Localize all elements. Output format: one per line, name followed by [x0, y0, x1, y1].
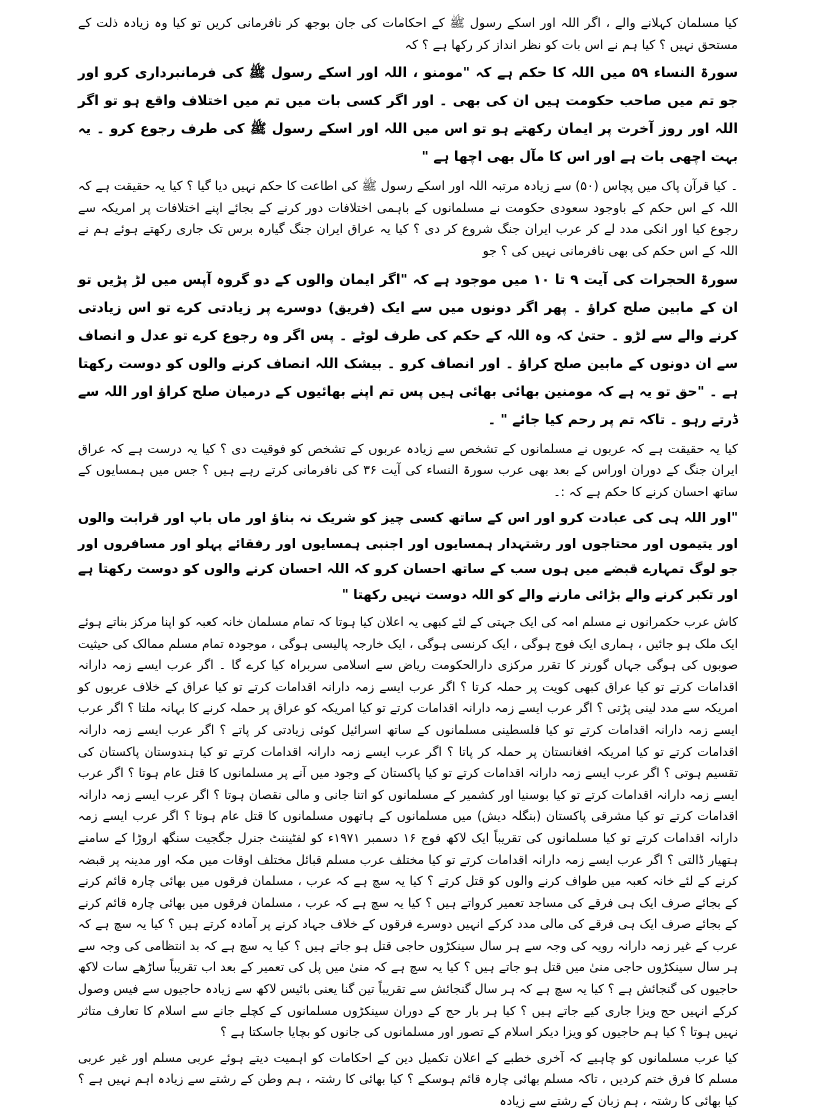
paragraph-arab-rulers: کاش عرب حکمرانوں نے مسلم امہ کی ایک جہتی کے لئے کبھی یہ اعلان کیا ہوتا کہ تمام مسلمان خانہ کعبہ کو اپنا مرکز بناتے ہوئے ایک ملک ہو جائیں ، ہماری ایک فوج ہوگی ، ایک کرنسی ہوگی ، ایک خارجہ پالیسی ہوگی ، موجودہ تمام مسلم ممالک کی حیثیت صوبوں کی ہوگی جہاں گورنر کا تقرر مرکزی دارالحکومت ریاض سے اسلامی سربراہ کیا کرے گا ۔ اگر عرب ایسے زمہ دارانہ اقدامات کرتے تو کیا عراق کبھی کویت پر حملہ کرتا ؟ اگر عرب ایسے زمہ دارانہ اقدامات کرتے تو کیا عراق کے خلاف عربوں کو امریکہ سے مدد لینی پڑتی ؟ اگر عرب ایسے زمہ دارانہ اقدامات کرتے تو کیا امریکہ کو عراق پر حملہ کرنے کا بہانہ ملتا ؟ اگر عرب ایسے زمہ دارانہ اقدامات کرتے تو کیا فلسطینی مسلمانوں کے ساتھ اسرائیل کوئی زیادتی کر پاتے ؟ اگر عرب ایسے زمہ دارانہ اقدامات کرتے تو کیا امریکہ افغانستان پر حملہ کر پاتا ؟ اگر عرب ایسے زمہ دارانہ اقدامات کرتے تو کیا ہندوستان پاکستان کی تقسیم ہوتی ؟ اگر عرب ایسے زمہ دارانہ اقدامات کرتے تو کیا پاکستان کے وجود میں آنے پر مسلمانوں کا قتل عام ہوتا ؟ اگر عرب ایسے زمہ دارانہ اقدامات کرتے تو کیا بوسنیا اور کشمیر کے مسلمانوں کو اتنا جانی و مالی نقصان ہوتا ؟ اگر عرب ایسے زمہ دارانہ اقدامات کرتے تو کیا مشرقی پاکستان (بنگلہ دیش) میں مسلمانوں کے ہاتھوں مسلمانوں کا قتل عام ہوتا ؟ اگر عرب ایسے زمہ دارانہ اقدامات کرتے تو کیا مسلمانوں کی تقریباً ایک لاکھ فوج ۱۶ دسمبر ۱۹۷۱ء کو لفٹیننٹ جنرل جگجیت سنگھ اروڑا کے سامنے ہتھیار ڈالتی ؟ اگر عرب ایسے زمہ دارانہ اقدامات کرتے تو کیا مختلف عرب مسلم قبائل مختلف اوقات میں مکہ اور مدینہ پر قبضہ کرنے کے لئے خانہ کعبہ میں طواف کرنے والوں کو قتل کرتے ؟ کیا یہ سچ ہے کہ عرب ، مسلمان فرقوں میں بھائی چارہ قائم کرنے کے بجائے صرف ایک ہی فرقے کی مساجد تعمیر کرواتے ہیں ؟ کیا یہ سچ ہے کہ عرب ، مسلمان فرقوں میں بھائی چارہ قائم کرنے کے بجائے صرف ایک ہی فرقے کی مالی مدد کرکے انہیں دوسرے فرقوں کے خلاف جہاد کرنے پر آمادہ کرتے ہیں ؟ کیا یہ سچ ہے کہ عرب کے غیر زمہ دارانہ رویہ کی وجہ سے ہر سال سینکڑوں حاجی قتل ہو جاتے ہیں ؟ کیا یہ سچ ہے کہ بد انتظامی کی وجہ سے ہر سال سینکڑوں حاجی منیٰ میں قتل ہو جاتے ہیں ؟ کیا یہ سچ ہے کہ منیٰ میں پل کی تعمیر کے بعد اب تقریباً ساڑھے سات لاکھ حاجیوں کی گنجائش ہے ؟ کیا یہ سچ ہے کہ ہر سال گنجائش سے تقریباً تین گنا یعنی بائیس لاکھ سے زیادہ حاجیوں سے فیس وصول کرکے انہیں حج ویزا جاری کیے جاتے ہیں ؟ کیا ہر بار حج کے دوران سینکڑوں مسلمانوں کے کچلے جانے سے اسلام کا تعارف متاثر نہیں ہوتا ؟ کیا ہم حاجیوں کو ویزا دیکر اسلام کے تصور اور مسلمانوں کی جانوں کو بچایا جاسکتا ہے ؟ — [78, 614, 738, 1040]
quote-surah-nisa-59: سورۃ النساء ۵۹ میں اللہ کا حکم ہے کہ "مومنو ، اللہ اور اسکے رسول ﷺ کی فرمانبرداری کرو اور جو تم میں صاحب حکومت ہیں ان کی بھی ۔ اور اگر کسی بات میں تم میں اختلاف واقع ہو تو اگر اللہ اور روز آخرت پر ایمان رکھتے ہو تو اس میں اللہ اور اسکے رسول ﷺ کی طرف رجوع کرو ۔ یہ بہت اچھی بات ہے اور اس کا مآل بھی اچھا ہے " — [78, 65, 738, 166]
paragraph-arab-identity: کیا یہ حقیقت ہے کہ عربوں نے مسلمانوں کے تشخص سے زیادہ عربوں کے تشخص کو فوقیت دی ؟ کیا یہ درست ہے کہ عراق ایران جنگ کے دوران اوراس کے بعد بھی عرب سورۃ النساء کی آیت ۳۶ کی نافرمانی کرتے رہے ہیں ؟ جس میں ہمسایوں کے ساتھ احسان کرنے کا حکم ہے کہ :۔ — [78, 440, 739, 499]
paragraph-obedience-questions: ۔ کیا قرآن پاک میں پچاس (۵۰) سے زیادہ مرتبہ اللہ اور اسکے رسول ﷺ کی اطاعت کا حکم نہیں دیا گیا ؟ کیا یہ حقیقت ہے کہ اللہ کے اس حکم کے باوجود سعودی حکومت نے مسلمانوں کے باہمی اختلافات دور کرنے کے بجائے اپنے اختلافات پر امریکہ سے رجوع کیا اور انکی مدد لے کر عرب ایران جنگ شروع کر دی ؟ کیا یہ عراق ایران جنگ گیارہ برس تک جاری رکھتے ہوئے ہم نے اللہ کے اس حکم کی بھی نافرمانی نہیں کی ؟ جو — [78, 178, 738, 258]
paragraph-brotherhood: کیا عرب مسلمانوں کو چاہیے کہ آخری خطبے کے اعلان تکمیل دین کے احکامات کو اہمیت دیتے ہوئے عربی مسلم اور غیر عربی مسلم کا فرق ختم کردیں ، تاکہ مسلم بھائی چارہ قائم ہوسکے ؟ کیا بھائی کا رشتہ ، ہم وطن کے رشتے سے زیادہ اہم نہیں ہے ؟ کیا بھائی کا رشتہ ، ہم زبان کے رشتے سے زیادہ — [78, 1050, 738, 1109]
document-page — [78, 12, 739, 1109]
quote-surah-hujurat-9-10: سورۃ الحجرات کی آیت ۹ تا ۱۰ میں موجود ہے کہ "اگر ایمان والوں کے دو گروہ آپس میں لڑ پڑیں تو ان کے مابین صلح کراؤ ۔ پھر اگر دونوں میں سے ایک (فریق) دوسرے پر زیادتی کرے تو اس زیادتی کرنے والے سے لڑو ۔ حتیٰ کہ وہ اللہ کے حکم کی طرف لوٹے ۔ پس اگر وہ رجوع کرے تو عدل و انصاف سے ان دونوں کے مابین صلح کراؤ ۔ اور انصاف کرو ۔ بیشک اللہ انصاف کرنے والوں کو دوست رکھتا ہے ۔ "حق تو یہ ہے کہ مومنین بھائی بھائی ہیں پس تم اپنے بھائیوں کے درمیان صلح کراؤ اور اللہ سے ڈرتے رہو ۔ تاکہ تم پر رحم کیا جائے " ۔ — [78, 271, 738, 428]
paragraph-intro: کیا مسلمان کہلانے والے ، اگر اللہ اور اسکے رسول ﷺ کے احکامات کی جان بوجھ کر نافرمانی کریں تو کیا وہ زیادہ ذلت کے مستحق نہیں ؟ کیا ہم نے اس بات کو نظر انداز کر رکھا ہے ؟ کہ — [78, 15, 738, 52]
quote-surah-nisa-36: "اور اللہ ہی کی عبادت کرو اور اس کے ساتھ کسی چیز کو شریک نہ بناؤ اور ماں باپ اور قرابت والوں اور یتیموں اور محتاجوں اور رشتہدار ہمسایوں اور اجنبی ہمسایوں اور رفقائے پہلو اور مسافروں اور جو لوگ تمہارے قبضے میں ہوں سب کے ساتھ احسان کرو کہ اللہ احسان کرنے والوں کو دوست رکھتا ہے اور تکبر کرنے والے بڑائی مارنے والے کو اللہ دوست نہیں رکھتا " — [78, 511, 738, 603]
